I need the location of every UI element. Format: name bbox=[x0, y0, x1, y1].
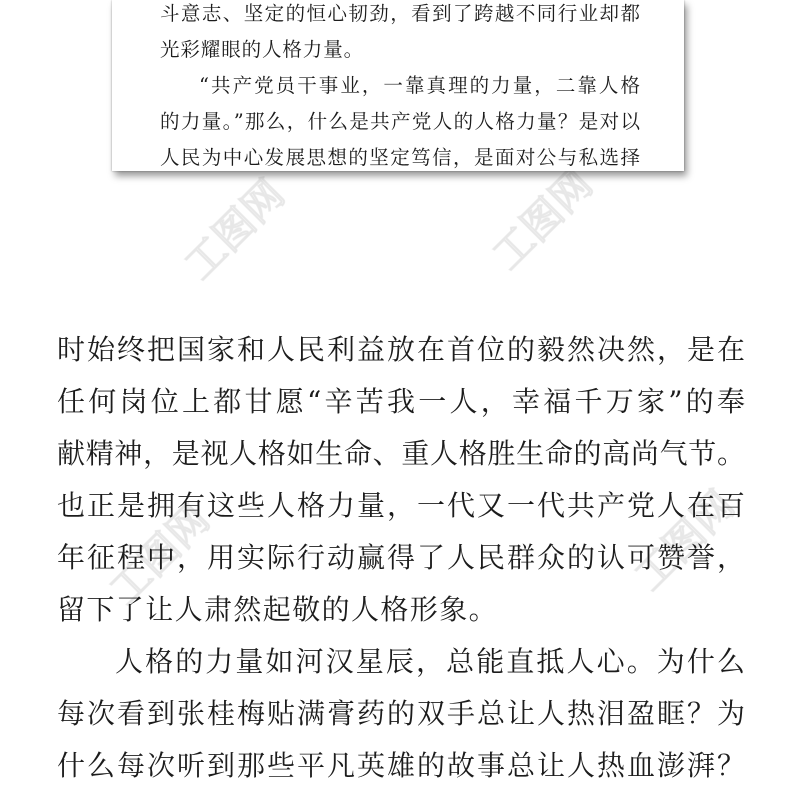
excerpt-text bbox=[160, 0, 640, 176]
paragraph-line: 每次看到张桂梅贴满膏药的双手总让人热泪盈眶？为 bbox=[57, 697, 745, 730]
paragraph-line: 也正是拥有这些人格力量，一代又一代共产党人在百 bbox=[57, 489, 745, 522]
excerpt-line: 人民为中心发展思想的坚定笃信，是面对公与私选择 bbox=[160, 146, 640, 169]
paragraph-line: 献精神，是视人格如生命、重人格胜生命的高尚气节。 bbox=[57, 437, 745, 470]
excerpt-line: 的力量。”那么，什么是共产党人的人格力量？是对以 bbox=[160, 110, 640, 133]
excerpt-line: 斗意志、坚定的恒心韧劲，看到了跨越不同行业却都 bbox=[160, 2, 640, 25]
paragraph-line: 年征程中，用实际行动赢得了人民群众的认可赞誉， bbox=[57, 541, 745, 574]
excerpt-line: 光彩耀眼的人格力量。 bbox=[160, 38, 365, 61]
article-body bbox=[57, 324, 745, 792]
excerpt-line: “共产党员干事业，一靠真理的力量，二靠人格 bbox=[199, 74, 640, 97]
paragraph-line: 留下了让人肃然起敬的人格形象。 bbox=[57, 593, 499, 626]
watermark: 工图网 bbox=[484, 161, 602, 279]
watermark: 工图网 bbox=[176, 171, 294, 289]
paragraph-line: 人格的力量如河汉星辰，总能直抵人心。为什么 bbox=[115, 645, 745, 678]
paragraph-line: 时始终把国家和人民利益放在首位的毅然决然，是在 bbox=[57, 333, 745, 366]
watermark: 工图网 bbox=[626, 482, 744, 600]
paragraph-line: 什么每次听到那些平凡英雄的故事总让人热血澎湃？ bbox=[57, 749, 745, 782]
paragraph-line: 任何岗位上都甘愿“辛苦我一人，幸福千万家”的奉 bbox=[57, 385, 745, 418]
watermark: 工图网 bbox=[101, 496, 219, 614]
excerpt-card bbox=[112, 0, 684, 171]
